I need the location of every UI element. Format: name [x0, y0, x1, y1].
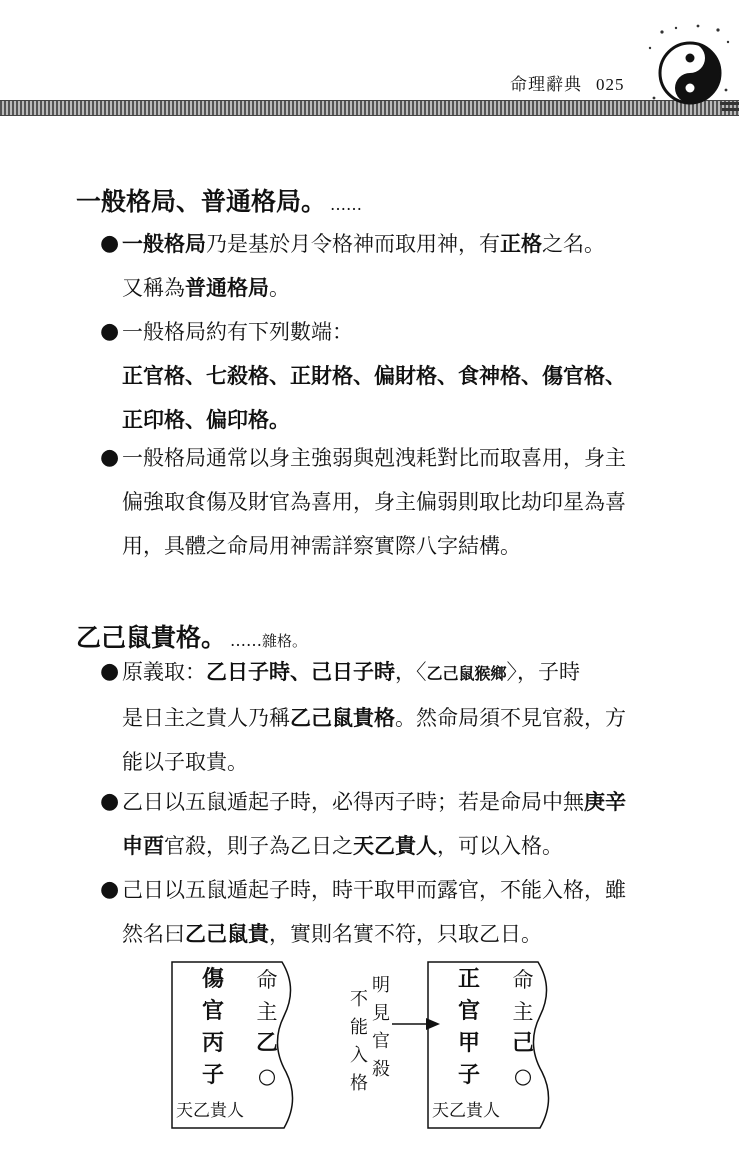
left-noble-label: 天乙貴人 [176, 1101, 244, 1121]
paragraph-5: ● 乙日以五鼠遁起子時，必得丙子時；若是命局中無庚辛 申酉官殺，則子為乙日之天乙貴人，可以入格。 [100, 780, 700, 868]
paragraph-4: ● 原義取：乙日子時、己日子時，〈乙己鼠猴鄉〉，子時 是日主之貴人乃稱乙己鼠貴格。然命局須不見官殺，方 能以子取貴。 [100, 650, 700, 784]
right-chart-column-1: 正 官 甲 子 [457, 967, 480, 1088]
page-number: 025 [596, 75, 625, 94]
left-chart-column-2: 命 主 乙 ○ [255, 968, 278, 1088]
bullet-icon: ● [100, 319, 120, 344]
yin-yang-icon [640, 18, 739, 118]
paragraph-3: ● 一般格局通常以身主強弱與剋洩耗對比而取喜用，身主 偏強取食傷及財官為喜用，身主偏弱則取比劫印星為喜 用，具體之命局用神需詳察實際八字結構。 [100, 436, 700, 568]
bazi-chart-diagram [170, 960, 590, 1130]
bullet-icon: ● [100, 877, 120, 902]
bullet-icon: ● [100, 789, 120, 814]
arrow-icon [426, 1018, 440, 1030]
header-rule [0, 100, 739, 116]
middle-column-2: 明 見 官 殺 [372, 975, 390, 1080]
section-heading-yi-ji-rat-noble: 乙己鼠貴格。 ……雜格。 [76, 623, 308, 652]
right-chart-column-2: 命 主 己 ○ [511, 968, 534, 1088]
running-title: 命理辭典 025 [510, 75, 625, 95]
left-chart-column-1: 傷 官 丙 子 [201, 967, 224, 1088]
middle-column-1: 不 能 入 格 [350, 989, 368, 1094]
paragraph-1: ● 一般格局乃是基於月令格神而取用神，有正格之名。 又稱為普通格局。 [100, 222, 700, 310]
bullet-icon: ● [100, 659, 120, 684]
bullet-icon: ● [100, 445, 120, 470]
section-heading-general-pattern: 一般格局、普通格局。 …… [76, 187, 363, 216]
paragraph-2: ● 一般格局約有下列數端： 正官格、七殺格、正財格、偏財格、食神格、傷官格、 正印格、偏印格。 [100, 310, 700, 442]
paragraph-6: ● 己日以五鼠遁起子時，時干取甲而露官，不能入格，雖 然名曰乙己鼠貴，實則名實不符，只取乙日。 [100, 868, 700, 956]
bullet-icon: ● [100, 231, 120, 256]
right-noble-label: 天乙貴人 [432, 1101, 500, 1121]
